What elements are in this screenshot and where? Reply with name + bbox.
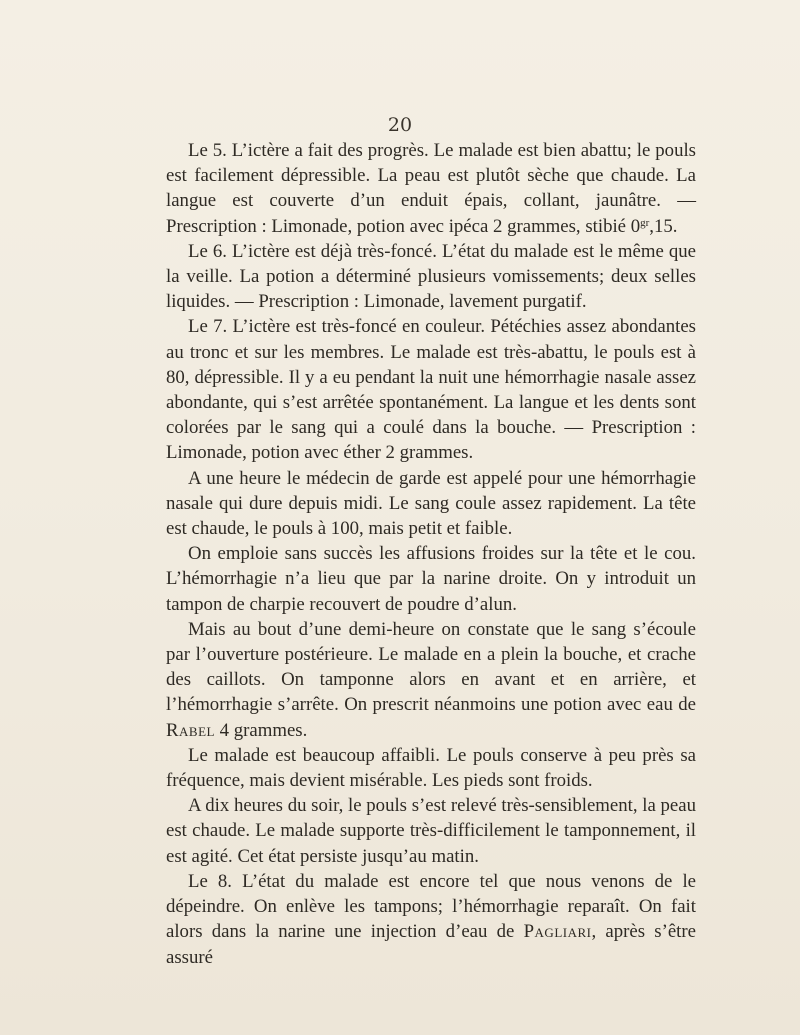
page-number: 20 [387,114,413,136]
paragraph-text: Le 5. L’ictère a fait des progrès. Le malade est bien abattu; le pouls est facilement dépressible. La peau est plutôt sèche que chaude. La langue est couverte d’un enduit épais, collant, jaunâtre. — Prescription : Limonade, potion avec ipéca 2 grammes, stibié 0 [166,140,696,237]
paragraph-cold-affusions: On emploie sans succès les affusions froides sur la tête et le cou. L’hémorrhagie n’a lieu que par la narine droite. On y introduit un tampon de charpie recouvert de poudre d’alun. [166,543,696,615]
proper-name-pagliari: Pagliari [523,921,592,943]
paragraph-one-oclock: A une heure le médecin de garde est appelé pour une hémorrhagie nasale qui dure depuis midi. Le sang coule assez rapidement. La tête est chaude, le pouls à 100, mais petit et faible. [166,467,696,540]
paragraph-weakened: Le malade est beaucoup affaibli. Le pouls conserve à peu près sa fréquence, mais devient misérable. Les pieds sont froids. [166,744,696,792]
proper-name-rabel: Rabel [166,719,215,741]
paragraph-day-7: Le 7. L’ictère est très-foncé en couleur. Pétéchies assez abondantes au tronc et sur les membres. Le malade est très-abattu, le pouls est à 80, dépressible. Il y a eu pendant la nuit une hémorrhagie nasale assez abondante, qui s’est arrêtée spontanément. La langue et les dents sont colorées par le sang qui a coulé dans la bouche. — Prescription : Limonade, potion avec éther 2 grammes. [166,316,696,464]
paragraph-ten-pm: A dix heures du soir, le pouls s’est relevé très-sensiblement, la peau est chaude. Le malade supporte très-difficilement le tamponnement, il est agité. Cet état persiste jusqu’au matin. [166,795,696,867]
paragraph-text: Le 8. L’état du malade est encore tel que nous venons de le dépeindre. On enlève les tampons; l’hémorrhagie reparaît. On fait alors dans la narine une injection d’eau de [166,870,696,943]
paragraph-day-6: Le 6. L’ictère est déjà très-foncé. L’état du malade est le même que la veille. La potion a déterminé plusieurs vomissements; deux selles liquides. — Prescription : Limonade, lavement purgatif. [166,240,696,313]
paragraph-text: Mais au bout d’une demi-heure on constate que le sang s’écoule par l’ouverture postérieure. Le malade en a plein la bouche, et crache des caillots. On tamponne alors en avant et en arrière, et l’hémorrhagie s’arrête. On prescrit néanmoins une potion avec eau de [166,618,696,716]
paragraph-text: 4 grammes. [214,719,308,741]
paragraph-text: , après s’être assuré [166,921,696,968]
paragraph-text: ,15. [649,215,678,237]
paragraph-day-8 [166,869,696,970]
body-text [166,138,696,970]
unit-superscript: gr [640,216,650,229]
paragraph-day-5 [166,138,696,239]
paragraph-half-hour [166,617,696,743]
